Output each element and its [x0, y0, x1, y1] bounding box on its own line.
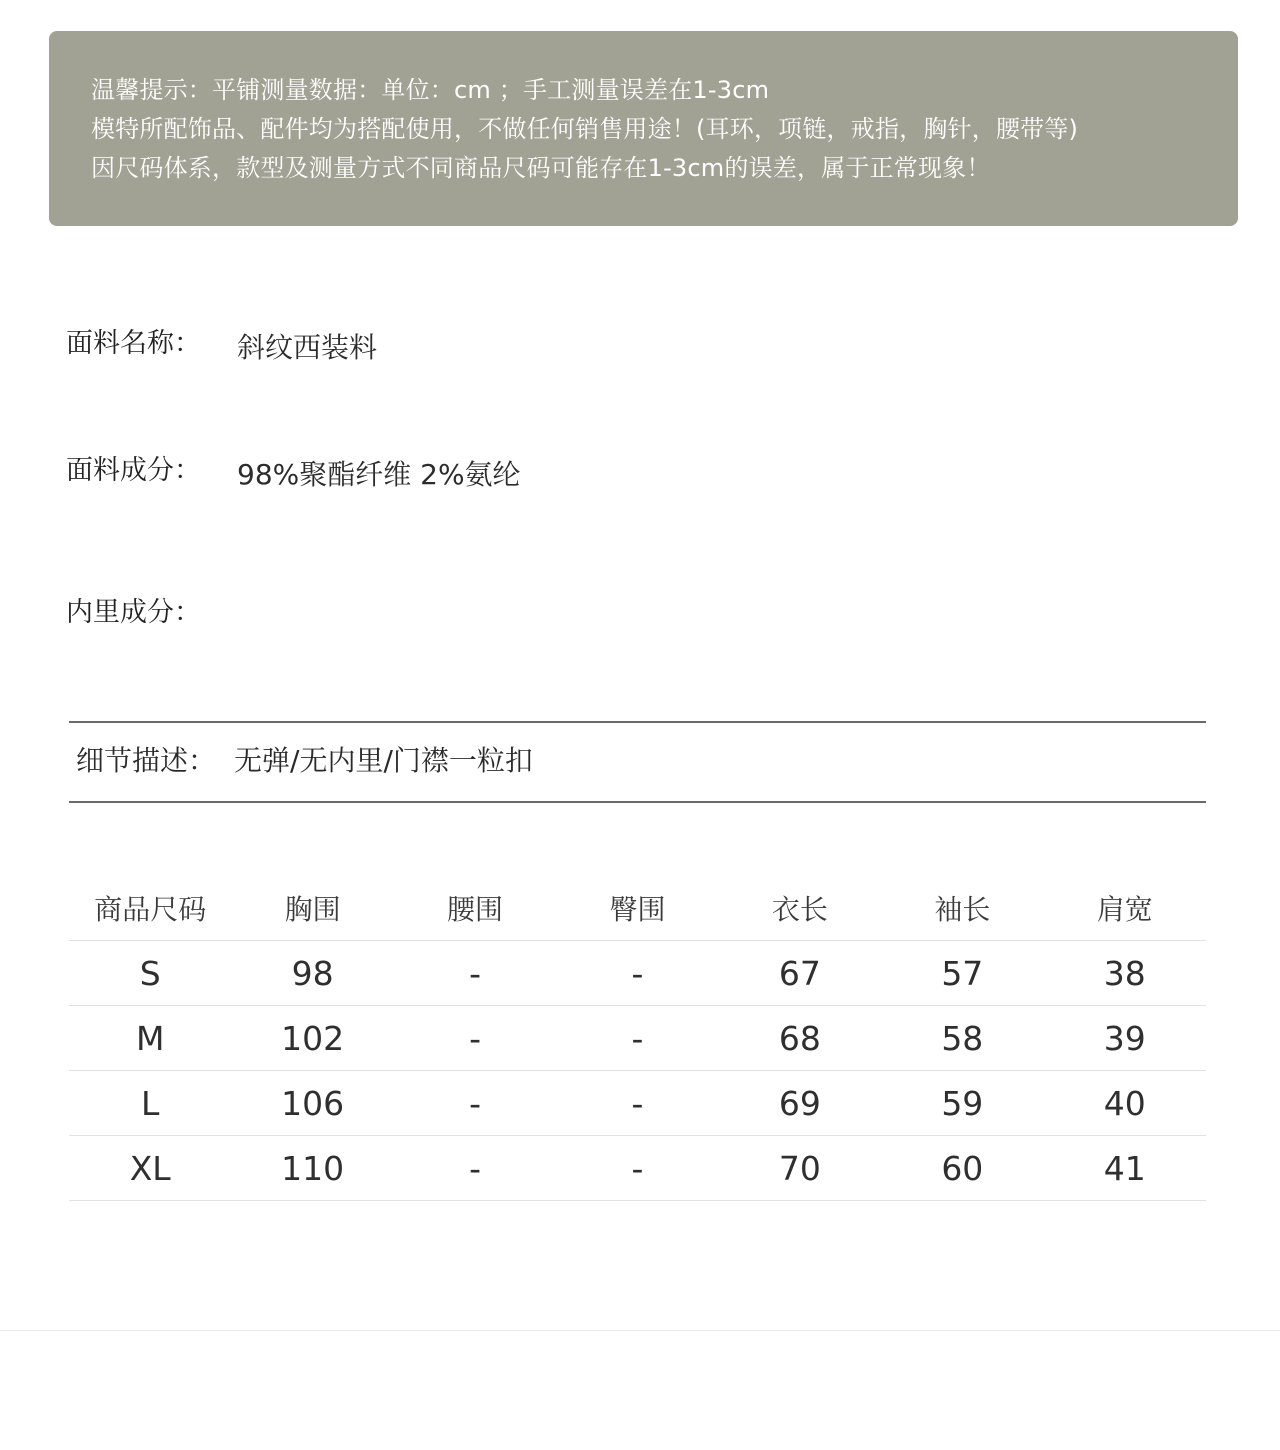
cell-sleeve: 58: [881, 1006, 1043, 1071]
cell-hip: -: [556, 1136, 718, 1201]
header-hip: 臀围: [556, 876, 718, 941]
notice-line-1: 温馨提示：平铺测量数据：单位：cm ；手工测量误差在1-3cm: [91, 76, 770, 104]
cell-length: 67: [719, 941, 881, 1006]
cell-chest: 106: [231, 1071, 393, 1136]
cell-chest: 98: [231, 941, 393, 1006]
header-size: 商品尺码: [69, 876, 231, 941]
cell-waist: -: [394, 1006, 556, 1071]
page-bottom-divider: [0, 1330, 1280, 1331]
cell-length: 70: [719, 1136, 881, 1201]
detail-value: 无弹/无内里/门襟一粒扣: [234, 744, 533, 777]
cell-hip: -: [556, 1006, 718, 1071]
header-chest: 胸围: [231, 876, 393, 941]
table-row: [69, 1006, 1206, 1071]
fabric-composition-label: 面料成分：: [66, 455, 201, 486]
detail-label: 细节描述：: [76, 744, 217, 777]
size-table-header-row: [69, 876, 1206, 941]
cell-size: S: [69, 941, 231, 1006]
detail-description: [76, 740, 533, 782]
notice-line-2: 模特所配饰品、配件均为搭配使用，不做任何销售用途！(耳环，项链，戒指，胸针，腰带等): [91, 115, 1079, 143]
cell-shoulder: 41: [1044, 1136, 1206, 1201]
detail-bottom-divider: [69, 801, 1206, 803]
header-shoulder: 肩宽: [1044, 876, 1206, 941]
detail-top-divider: [69, 721, 1206, 723]
cell-size: M: [69, 1006, 231, 1071]
lining-composition-label: 内里成分：: [66, 597, 201, 628]
cell-sleeve: 57: [881, 941, 1043, 1006]
fabric-name-value: 斜纹西装料: [237, 331, 378, 364]
cell-sleeve: 60: [881, 1136, 1043, 1201]
cell-length: 68: [719, 1006, 881, 1071]
cell-waist: -: [394, 941, 556, 1006]
cell-size: L: [69, 1071, 231, 1136]
cell-waist: -: [394, 1136, 556, 1201]
size-chart-table: [69, 876, 1206, 1201]
table-row: [69, 941, 1206, 1006]
cell-sleeve: 59: [881, 1071, 1043, 1136]
cell-shoulder: 38: [1044, 941, 1206, 1006]
cell-waist: -: [394, 1071, 556, 1136]
cell-shoulder: 39: [1044, 1006, 1206, 1071]
header-sleeve: 袖长: [881, 876, 1043, 941]
table-row: [69, 1136, 1206, 1201]
table-row: [69, 1071, 1206, 1136]
cell-size: XL: [69, 1136, 231, 1201]
size-notice-banner: [49, 31, 1238, 226]
cell-chest: 110: [231, 1136, 393, 1201]
fabric-name-label: 面料名称：: [66, 328, 201, 359]
cell-hip: -: [556, 941, 718, 1006]
cell-hip: -: [556, 1071, 718, 1136]
fabric-composition-value: 98%聚酯纤维 2%氨纶: [237, 458, 521, 491]
header-length: 衣长: [719, 876, 881, 941]
notice-line-3: 因尺码体系，款型及测量方式不同商品尺码可能存在1-3cm的误差，属于正常现象！: [91, 154, 991, 182]
cell-length: 69: [719, 1071, 881, 1136]
header-waist: 腰围: [394, 876, 556, 941]
cell-shoulder: 40: [1044, 1071, 1206, 1136]
cell-chest: 102: [231, 1006, 393, 1071]
